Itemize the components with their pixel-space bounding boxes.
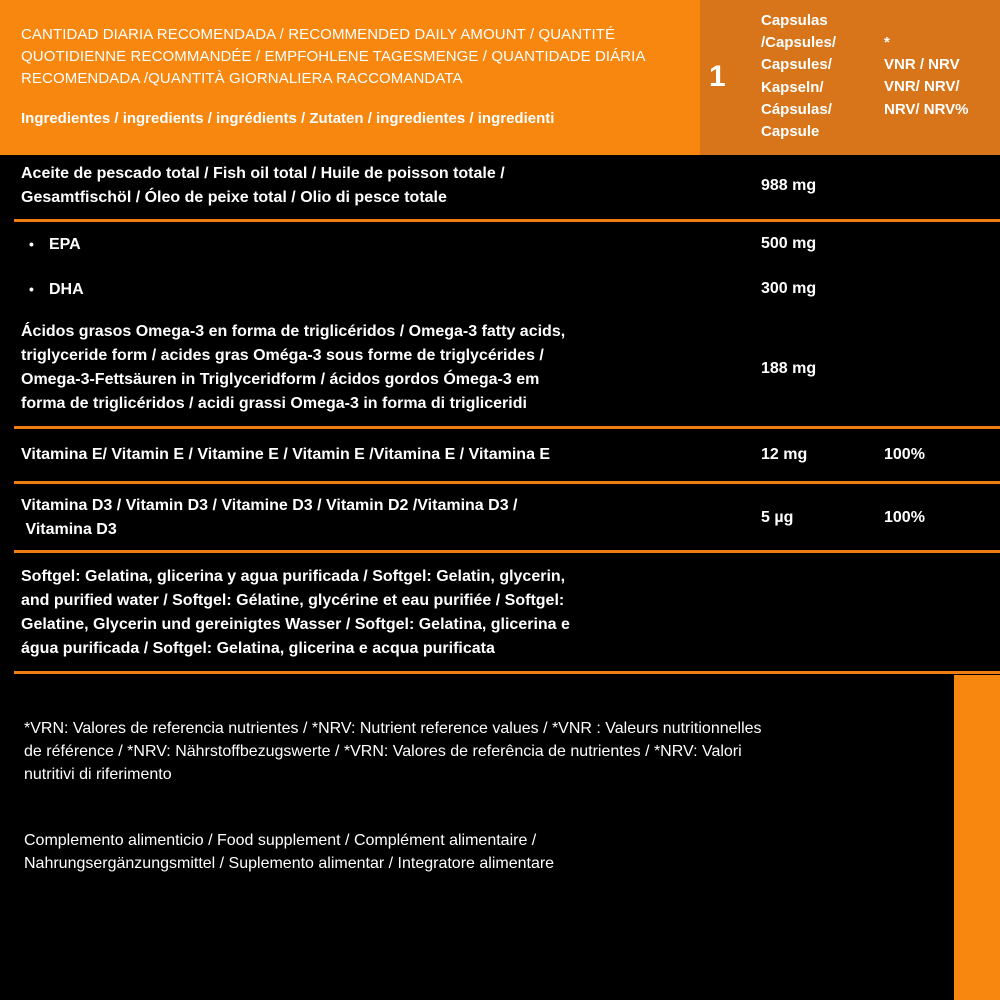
footnote-line: *VRN: Valores de referencia nutrientes / *NRV: Nutrient reference values / *VNR : Valeurs nutritionnelles bbox=[24, 720, 762, 737]
row-divider bbox=[14, 219, 1000, 222]
row-divider bbox=[14, 426, 1000, 429]
ingredient-name-line: Omega-3-Fettsäuren in Triglyceridform / ácidos gordos Ómega-3 em bbox=[21, 371, 540, 388]
row-divider bbox=[14, 550, 1000, 553]
recommended-amount-label: CANTIDAD DIARIA RECOMENDADA / RECOMMENDED DAILY AMOUNT / QUANTITÉ QUOTIDIENNE RECOMMANDÉE / EMPFOHLENE TAGESMENGE / QUANTIDADE DIÁRIA RECOMENDADA /QUANTITÀ GIORNALIERA RACCOMANDATA bbox=[21, 26, 645, 87]
bullet-icon: • bbox=[29, 236, 34, 252]
ingredient-name bbox=[21, 494, 711, 542]
ingredient-name-line: água purificada / Softgel: Gelatina, glicerina e acqua purificata bbox=[21, 640, 495, 657]
ingredient-amount: 12 mg bbox=[761, 446, 808, 463]
footnote-line: nutritivi di riferimento bbox=[24, 766, 172, 783]
ingredient-name bbox=[29, 277, 84, 302]
ingredient-name-line: Gelatine, Glycerin und gereinigtes Wasser / Softgel: Gelatina, glicerina e bbox=[21, 616, 570, 633]
ingredient-name bbox=[21, 565, 711, 661]
ingredient-name-line: Softgel: Gelatina, glicerina y agua purificada / Softgel: Gelatin, glycerin, bbox=[21, 568, 566, 585]
serving-unit-line: Capsule bbox=[761, 123, 820, 141]
serving-unit-line: /Capsules/ bbox=[761, 34, 837, 52]
ingredient-name bbox=[21, 320, 711, 416]
ingredient-amount: 188 mg bbox=[761, 360, 817, 377]
ingredient-name-text: EPA bbox=[49, 236, 81, 253]
bullet-icon: • bbox=[29, 281, 34, 297]
footnote-line: Complemento alimenticio / Food supplement / Complément alimentaire / bbox=[24, 832, 537, 849]
nrv-header-line: VNR/ NRV/ bbox=[884, 78, 960, 96]
serving-count: 1 bbox=[709, 60, 726, 93]
serving-unit-line: Capsules/ bbox=[761, 56, 832, 74]
serving-unit-line: Cápsulas/ bbox=[761, 100, 832, 118]
row-divider bbox=[14, 671, 1000, 674]
nrv-header-line: VNR / NRV bbox=[884, 56, 960, 74]
nrv-header-label bbox=[884, 32, 996, 121]
nrv-header-line: NRV/ NRV% bbox=[884, 100, 969, 118]
ingredient-name-line: triglyceride form / acides gras Oméga-3 sous forme de triglycérides / bbox=[21, 347, 544, 364]
ingredient-amount: 5 µg bbox=[761, 509, 794, 526]
serving-unit-line: Kapseln/ bbox=[761, 78, 824, 96]
ingredient-amount: 500 mg bbox=[761, 235, 817, 252]
table-header bbox=[0, 0, 1000, 155]
ingredient-amount: 988 mg bbox=[761, 177, 817, 194]
ingredient-name-line: forma de triglicéridos / acidi grassi Omega-3 in forma di trigliceridi bbox=[21, 395, 527, 412]
ingredient-nrv: 100% bbox=[884, 509, 925, 526]
orange-side-bar bbox=[954, 675, 1000, 1000]
ingredient-name: Vitamina E/ Vitamin E / Vitamine E / Vitamin E /Vitamina E / Vitamina E bbox=[21, 446, 551, 463]
ingredients-label: Ingredientes / ingredients / ingrédients / Zutaten / ingredientes / ingredienti bbox=[21, 110, 555, 127]
food-supplement-note bbox=[24, 829, 924, 875]
ingredient-name-line: Aceite de pescado total / Fish oil total / Huile de poisson totale / bbox=[21, 165, 505, 182]
serving-unit-label bbox=[761, 10, 871, 143]
nrv-header-line: * bbox=[884, 34, 890, 51]
nrv-footnote bbox=[24, 717, 924, 786]
footnote-line: de référence / *NRV: Nährstoffbezugswerte / *VRN: Valores de referência de nutrientes / *NRV: Valori bbox=[24, 743, 742, 760]
ingredient-name bbox=[29, 232, 81, 257]
ingredient-name bbox=[21, 162, 711, 210]
serving-unit-line: Capsulas bbox=[761, 12, 828, 29]
footnote-line: Nahrungsergänzungsmittel / Suplemento alimentar / Integratore alimentare bbox=[24, 855, 555, 872]
ingredient-nrv: 100% bbox=[884, 446, 925, 463]
ingredient-name-line: Ácidos grasos Omega-3 en forma de triglicéridos / Omega-3 fatty acids, bbox=[21, 323, 566, 340]
ingredient-name-text: DHA bbox=[49, 281, 84, 298]
ingredient-amount: 300 mg bbox=[761, 280, 817, 297]
ingredient-name-line: and purified water / Softgel: Gélatine, glycérine et eau purifiée / Softgel: bbox=[21, 592, 565, 609]
row-divider bbox=[14, 481, 1000, 484]
ingredient-name-line: Vitamina D3 / Vitamin D3 / Vitamine D3 / Vitamin D2 /Vitamina D3 / bbox=[21, 497, 518, 514]
ingredient-name-line: Gesamtfischöl / Óleo de peixe total / Olio di pesce totale bbox=[21, 189, 447, 206]
ingredient-name-line: Vitamina D3 bbox=[21, 521, 117, 538]
